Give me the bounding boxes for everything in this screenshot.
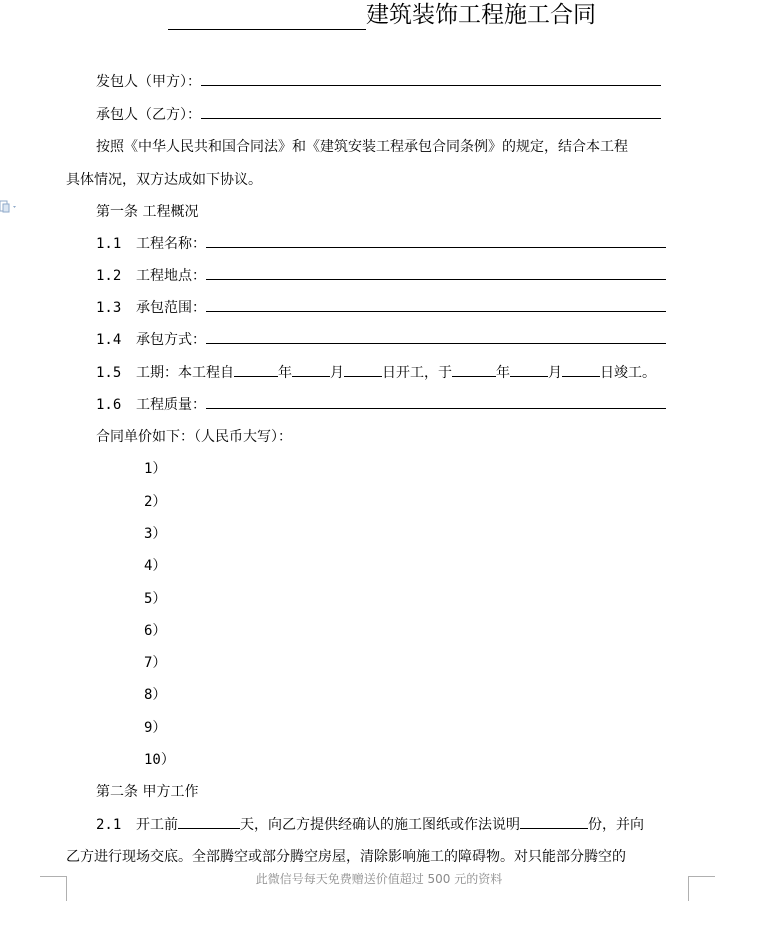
item-label: 工程地点：	[136, 268, 206, 284]
item-2-1	[96, 814, 644, 836]
item-1-6	[96, 394, 666, 416]
unit-price-heading: 合同单价如下：（人民币大写）：	[96, 429, 292, 445]
item-number: 2.1	[96, 817, 122, 833]
price-list-item: 7）	[144, 655, 167, 671]
document-title: 建筑装饰工程施工合同	[366, 2, 596, 28]
price-list-item: 5）	[144, 591, 167, 607]
item-number: 1.3	[96, 300, 122, 316]
price-list-item: 3）	[144, 526, 167, 542]
price-list-item: 9）	[144, 720, 167, 736]
paste-options-icon[interactable]	[0, 200, 18, 214]
start-day-blank	[344, 362, 382, 377]
employer-line	[96, 71, 661, 93]
preamble-line-2: 具体情况，双方达成如下协议。	[66, 172, 262, 188]
contractor-blank	[201, 104, 661, 119]
price-list-item: 2）	[144, 494, 167, 510]
item-blank	[206, 233, 666, 248]
item-number: 1.2	[96, 268, 122, 284]
period-label: 工期：本工程自	[136, 365, 234, 381]
article2-heading: 第二条 甲方工作	[96, 784, 199, 800]
preamble-line-1: 按照《中华人民共和国合同法》和《建筑安装工程承包合同条例》的规定，结合本工程	[96, 139, 628, 155]
start-year-unit: 年	[278, 365, 292, 381]
contractor-label: 承包人（乙方）：	[96, 107, 201, 123]
article2-line-2: 乙方进行现场交底。全部腾空或部分腾空房屋，清除影响施工的障碍物。对只能部分腾空的	[66, 849, 626, 865]
start-day-unit: 日开工，于	[382, 365, 452, 381]
item-1-4	[96, 329, 666, 351]
article1-heading: 第一条 工程概况	[96, 204, 199, 220]
item-label: 工程质量：	[136, 397, 206, 413]
title-blank-line	[168, 3, 366, 30]
item-number: 1.1	[96, 236, 122, 252]
item-text-mid: 天，向乙方提供经确认的施工图纸或作法说明	[240, 817, 520, 833]
price-list-item: 8）	[144, 687, 167, 703]
price-list-item: 4）	[144, 558, 167, 574]
item-text-after: 份，并向	[588, 817, 644, 833]
item-blank	[206, 265, 666, 280]
item-blank	[206, 329, 666, 344]
item-blank	[206, 297, 666, 312]
item-1-3	[96, 297, 666, 319]
item-label: 承包范围：	[136, 300, 206, 316]
end-year-blank	[452, 362, 496, 377]
end-month-unit: 月	[548, 365, 562, 381]
employer-label: 发包人（甲方）：	[96, 74, 201, 90]
price-list-item: 6）	[144, 623, 167, 639]
contractor-line	[96, 104, 661, 126]
start-month-unit: 月	[330, 365, 344, 381]
item-number: 1.4	[96, 332, 122, 348]
copies-blank	[520, 814, 588, 829]
end-month-blank	[510, 362, 548, 377]
item-label: 工程名称：	[136, 236, 206, 252]
item-1-5-period	[96, 362, 656, 384]
end-day-unit: 日竣工。	[600, 365, 656, 381]
start-year-blank	[234, 362, 278, 377]
price-list-item: 1）	[144, 461, 167, 477]
price-list-item: 10）	[144, 752, 175, 768]
item-1-1	[96, 233, 666, 255]
footer-watermark: 此微信号每天免费赠送价值超过 500 元的资料	[255, 872, 503, 886]
item-blank	[206, 394, 666, 409]
days-blank	[178, 814, 240, 829]
start-month-blank	[292, 362, 330, 377]
employer-blank	[201, 71, 661, 86]
end-day-blank	[562, 362, 600, 377]
item-number: 1.6	[96, 397, 122, 413]
title-row	[168, 0, 596, 30]
item-1-2	[96, 265, 666, 287]
item-text-before: 开工前	[136, 817, 178, 833]
end-year-unit: 年	[496, 365, 510, 381]
item-label: 承包方式：	[136, 332, 206, 348]
item-number: 1.5	[96, 365, 122, 381]
